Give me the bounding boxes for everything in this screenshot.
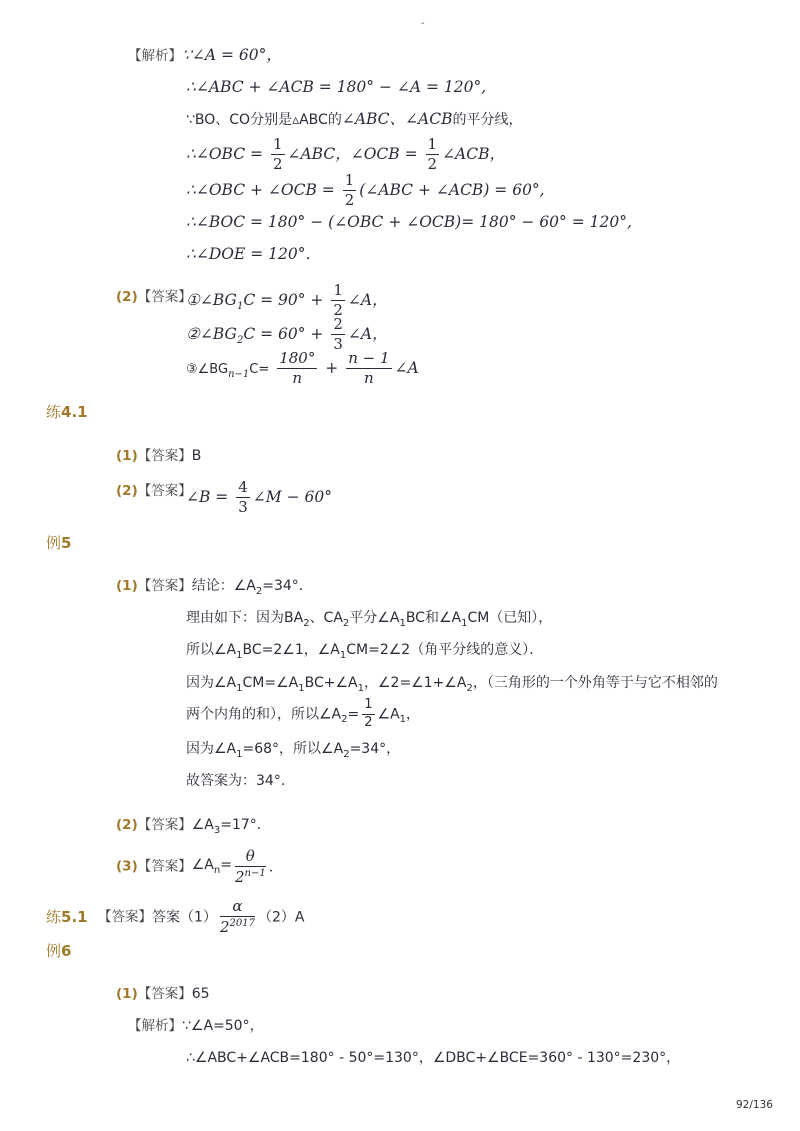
analysis-line-2: ∴∠ABC + ∠ACB = 180° − ∠A = 120°, bbox=[186, 78, 487, 96]
answer-6-1-tag: 【答案】 bbox=[137, 986, 192, 1002]
section-5-1-part-2: （2）A bbox=[257, 909, 305, 926]
section-5-1-tag: 【答案】 bbox=[98, 908, 153, 925]
item-1-sub: 1 bbox=[236, 300, 244, 312]
item-3-a: ③∠BG bbox=[186, 361, 229, 377]
analysis-line-6: ∴∠BOC = 180° − (∠OBC + ∠OCB)= 180° − 60° = 120°, bbox=[186, 213, 632, 231]
answer-4-1-1-tag: 【答案】 bbox=[137, 448, 192, 464]
answer-4-1-2-tag: 【答案】 bbox=[137, 483, 192, 499]
answer-6-1 bbox=[116, 987, 210, 1002]
analysis-line-1: ∵∠A = 60°， bbox=[182, 46, 282, 64]
answer-4-1-1 bbox=[116, 449, 201, 464]
item-2-a: ②∠BG bbox=[186, 324, 237, 343]
answer-6-1-number: (1) bbox=[116, 986, 138, 1002]
answer-5-1-line-1: 结论：$\angle A_2=34^\circ$． bbox=[191, 578, 313, 597]
analysis-line-4c: ∠ACB， bbox=[442, 144, 505, 163]
analysis-line-4 bbox=[186, 136, 505, 174]
analysis-label bbox=[128, 48, 282, 64]
answer-5-1-line-4: 因为$\angle A_1CM=\angle A_1BC+\angle A_1$，$\angle 2=\angle 1+\angle A_2$，（三角形的一个外角等于与它不相邻的 bbox=[186, 675, 718, 694]
half-num-2: 1 bbox=[426, 136, 440, 155]
half-fraction-3 bbox=[343, 172, 357, 210]
analysis-6-tag: 【解析】 bbox=[128, 1018, 182, 1034]
item-1-den: 2 bbox=[333, 301, 343, 320]
answer-6-1-value: 65 bbox=[191, 986, 210, 1002]
header-mark: - bbox=[421, 18, 425, 29]
answer-4-1-2-number: (2) bbox=[116, 483, 138, 499]
analysis-line-7: ∴∠DOE = 120°． bbox=[186, 245, 321, 263]
item-2-den: 3 bbox=[333, 335, 343, 354]
formula-4-1-den: 3 bbox=[238, 498, 248, 517]
item-3-c: ∠A bbox=[394, 358, 419, 377]
analysis-6-text-1: ∵∠A=50°， bbox=[182, 1018, 264, 1034]
section-4-1-number: 4.1 bbox=[61, 403, 88, 421]
half-den: 2 bbox=[272, 155, 283, 174]
formula-4-1-b: ∠M − 60° bbox=[252, 487, 332, 506]
answer-2-item-3 bbox=[186, 350, 419, 388]
answer-4-1-1-number: (1) bbox=[116, 448, 138, 464]
section-6-prefix: 例 bbox=[46, 942, 62, 960]
section-5-1-line bbox=[46, 898, 304, 937]
analysis-line-3c: 的平分线， bbox=[452, 112, 523, 128]
answer-4-1-2-formula bbox=[186, 479, 332, 517]
analysis-line-4a: ∴∠OBC = bbox=[186, 144, 264, 163]
answer-5-1-tag: 【答案】 bbox=[137, 578, 192, 594]
analysis-line-5 bbox=[186, 172, 545, 210]
item-2-num: 2 bbox=[331, 316, 345, 335]
answer-5-3-tag: 【答案】 bbox=[137, 858, 192, 875]
item-3-f1-num: 180° bbox=[277, 350, 317, 369]
half-fraction bbox=[271, 136, 285, 174]
section-5-prefix: 例 bbox=[46, 534, 62, 552]
answer-2-item-2 bbox=[186, 316, 388, 354]
answer-5-2-number: (2) bbox=[116, 817, 138, 833]
answer-5-1-line-7: 故答案为：34°. bbox=[186, 773, 286, 789]
answer-2-item-1 bbox=[186, 282, 388, 320]
answer-2-tag: 【答案】 bbox=[137, 289, 192, 305]
answer-4-1-1-value: B bbox=[191, 448, 202, 464]
page-number: 92/136 bbox=[736, 1099, 773, 1111]
item-2-c: ∠A， bbox=[347, 324, 388, 343]
analysis-6-line-2: ∴∠ABC+∠ACB=180° - 50°=130°，∠DBC+∠BCE=360° - 130°=230°， bbox=[186, 1050, 681, 1066]
half-num-3: 1 bbox=[343, 172, 357, 191]
item-3-f1-den: n bbox=[292, 369, 303, 388]
answer-5-2 bbox=[116, 818, 271, 836]
analysis-6-line-1 bbox=[128, 1019, 264, 1034]
analysis-line-5b: (∠ABC + ∠ACB) = 60°, bbox=[359, 180, 545, 199]
answer-5-2-value: $\angle A_3=17^\circ$． bbox=[191, 817, 271, 836]
item-1-fraction bbox=[331, 282, 345, 320]
analysis-tag: 【解析】 bbox=[128, 48, 182, 64]
answer-5-3-value: $\angle A_n=$ bbox=[191, 857, 232, 877]
item-1-a: ①∠BG bbox=[186, 290, 237, 309]
section-6-heading bbox=[46, 944, 71, 959]
item-3-f2-num: n − 1 bbox=[346, 350, 391, 369]
item-1-b: C = 90° + bbox=[243, 290, 324, 309]
answer-5-1-line-6: 因为$\angle A_1=68^\circ$，所以$\angle A_2=34^\circ$， bbox=[186, 741, 401, 760]
analysis-line-3 bbox=[186, 112, 522, 128]
formula-4-1-fraction bbox=[236, 479, 250, 517]
section-6-number: 6 bbox=[61, 942, 72, 960]
answer-2-number: (2) bbox=[116, 289, 138, 305]
item-2-b: C = 60° + bbox=[243, 324, 324, 343]
section-4-1-prefix: 练 bbox=[46, 403, 62, 421]
item-3-fraction-1 bbox=[277, 350, 317, 388]
section-5-1-heading: 练5.1 bbox=[46, 907, 88, 926]
answer-5-3 bbox=[116, 848, 283, 887]
answer-5-3-number: (3) bbox=[116, 858, 138, 875]
item-2-sub: 2 bbox=[236, 334, 244, 346]
item-3-f2-den: n bbox=[364, 369, 374, 388]
answer-2-header bbox=[116, 290, 192, 305]
section-5-1-part-1: （1） bbox=[180, 909, 217, 926]
analysis-line-3b: ∠ABC、∠ACB bbox=[341, 110, 453, 128]
item-2-fraction bbox=[331, 316, 345, 354]
item-3-plus: + bbox=[325, 358, 339, 377]
formula-4-1-num: 4 bbox=[236, 479, 250, 498]
half-num: 1 bbox=[271, 136, 285, 155]
answer-5-3-end: ． bbox=[268, 859, 283, 876]
item-1-num: 1 bbox=[331, 282, 345, 301]
analysis-line-3a: ∵BO、CO分别是▵ABC的 bbox=[186, 112, 342, 128]
half-den-2: 2 bbox=[427, 155, 438, 174]
item-1-c: ∠A， bbox=[347, 290, 388, 309]
answer-5-1-line-5: 两个内角的和），所以$\angle A_2=$ $\frac{1}{2}$ $\angle A_1$， bbox=[186, 697, 421, 730]
answer-5-2-tag: 【答案】 bbox=[137, 817, 192, 833]
analysis-line-5a: ∴∠OBC + ∠OCB = bbox=[186, 180, 335, 199]
section-4-1-heading bbox=[46, 405, 88, 420]
answer-5-1-number: (1) bbox=[116, 578, 138, 594]
item-3-sub: n−1 bbox=[228, 368, 250, 380]
analysis-line-4b: ∠ABC，∠OCB = bbox=[287, 144, 418, 163]
section-5-1-fraction: $\frac{\alpha}{2^{2017}}$ bbox=[219, 897, 255, 937]
section-5-number: 5 bbox=[61, 534, 72, 552]
formula-4-1-a: ∠B = bbox=[186, 487, 229, 506]
section-5-1-answer-word: 答案 bbox=[152, 909, 181, 926]
half-fraction-2 bbox=[426, 136, 440, 174]
answer-5-1-line-2: 理由如下：因为$BA_2$、$CA_2$平分$\angle A_1BC$和$\angle A_1CM$（已知）， bbox=[186, 610, 553, 629]
answer-5-1-header bbox=[116, 579, 313, 597]
section-5-heading bbox=[46, 536, 71, 551]
line-5-fraction: $\frac{1}{2}$ bbox=[364, 697, 373, 730]
answer-5-3-fraction: $\frac{\theta}{2^{n-1}}$ bbox=[234, 847, 266, 887]
item-3-fraction-2 bbox=[346, 350, 391, 388]
answer-4-1-2 bbox=[116, 484, 192, 499]
answer-5-1-line-3: 所以$\angle A_1BC=2\angle 1$，$\angle A_1CM=2\angle 2$（角平分线的意义）． bbox=[186, 642, 544, 661]
item-3-b: C= bbox=[249, 361, 270, 377]
half-den-3: 2 bbox=[344, 191, 355, 210]
